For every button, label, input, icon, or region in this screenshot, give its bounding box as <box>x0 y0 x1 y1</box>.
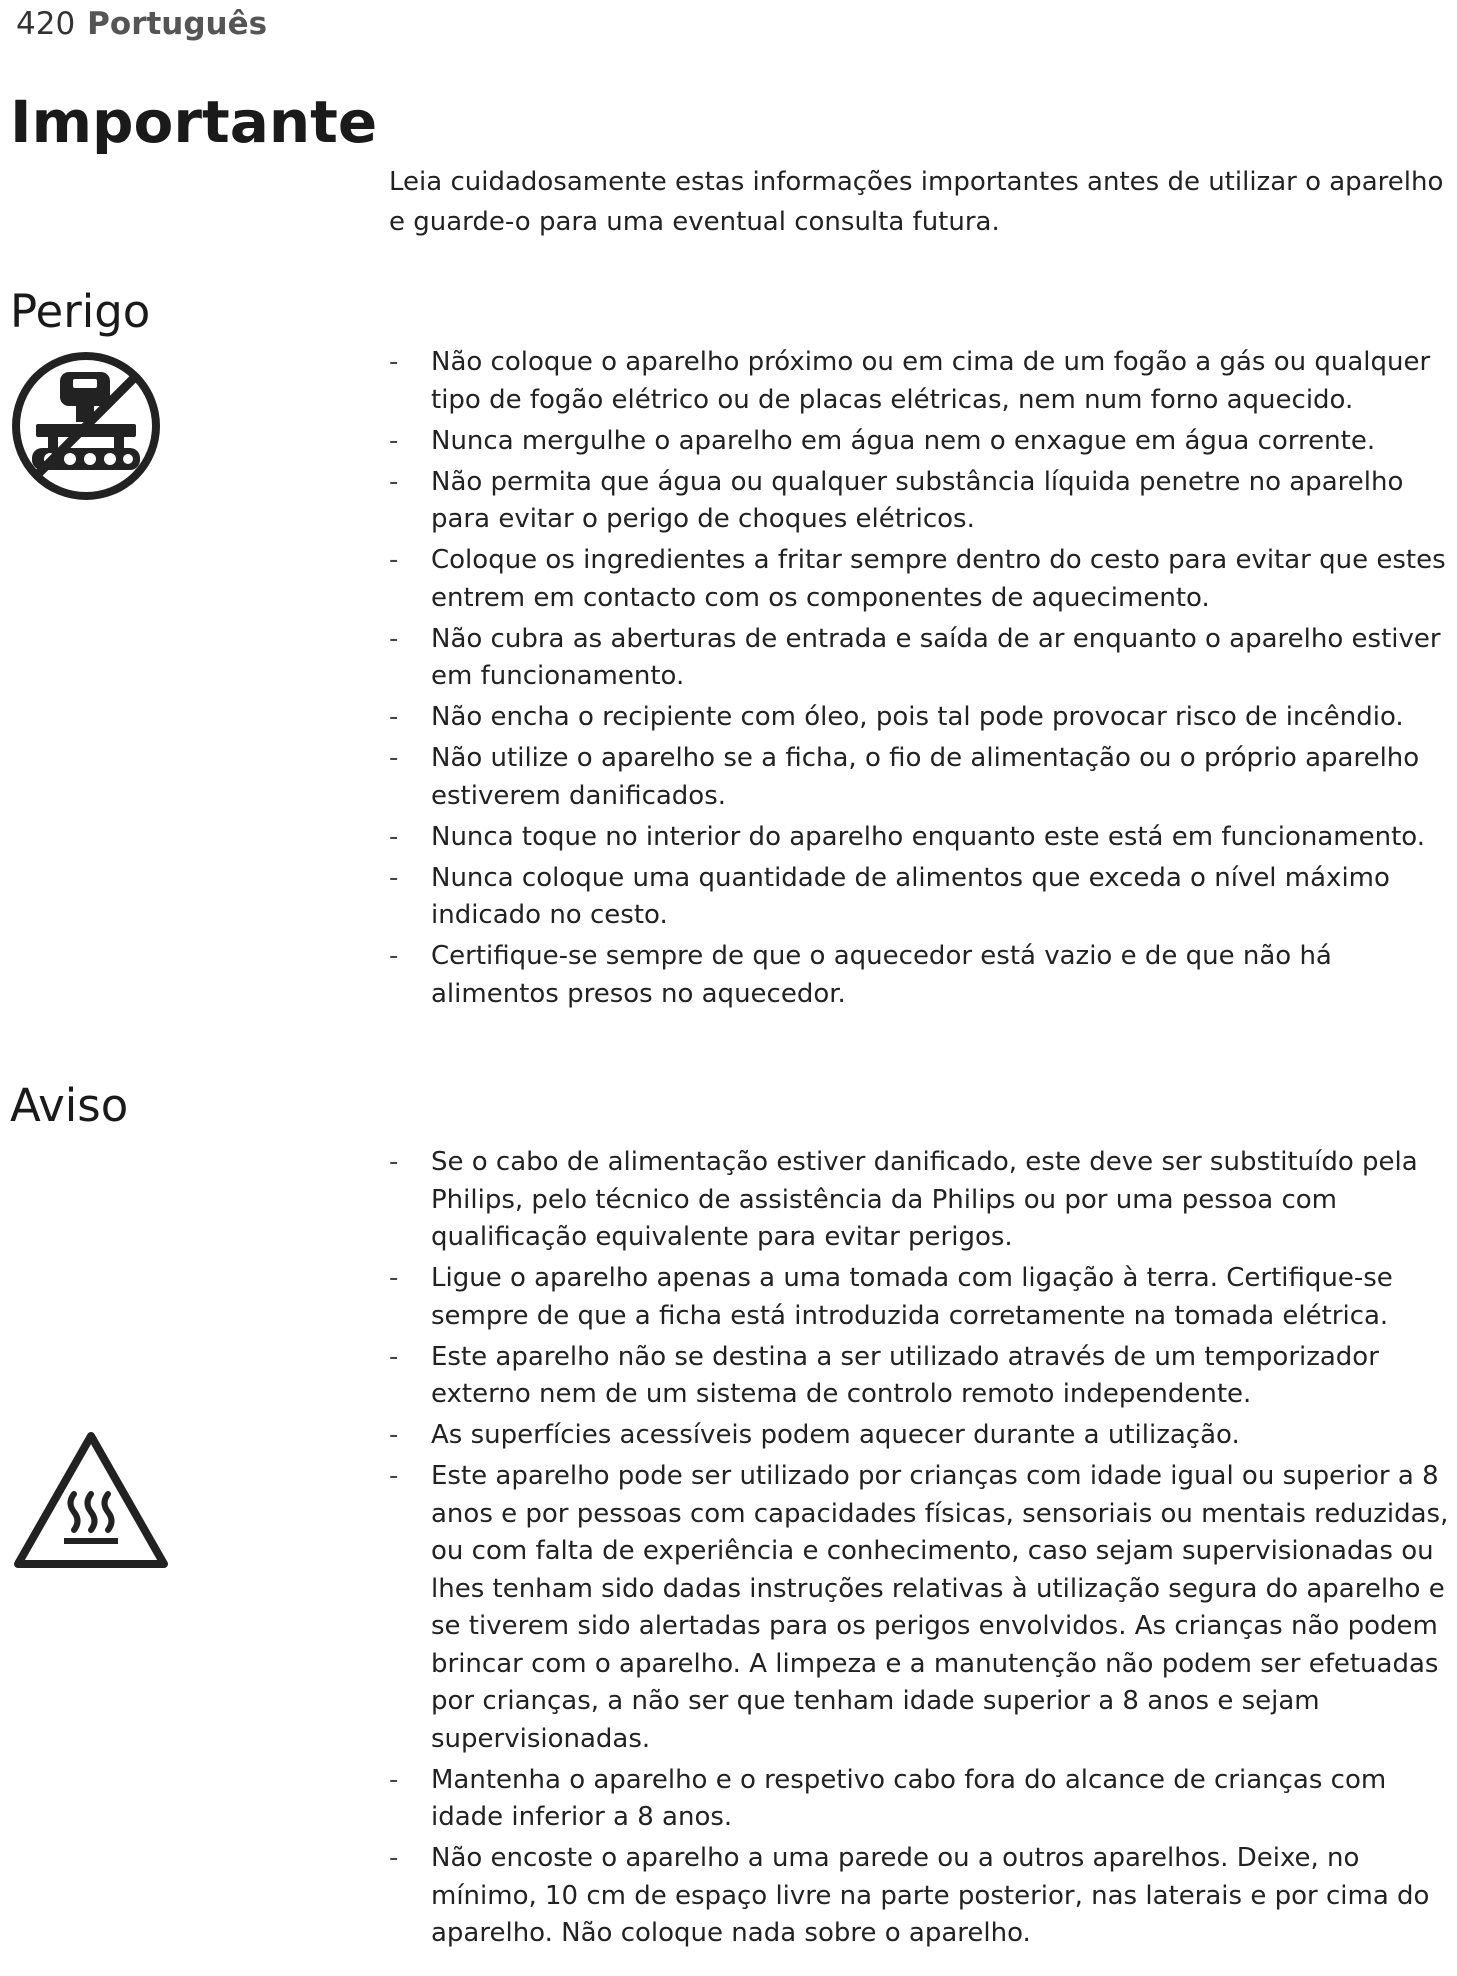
no-stove-placement-icon <box>10 350 162 502</box>
perigo-item: - Nunca toque no interior do aparelho enquanto este está em funcionamento. <box>389 821 1426 852</box>
aviso-item: - Não encoste o aparelho a uma parede ou a outros aparelhos. Deixe, no mínimo, 10 cm de espaço livre na parte posterior, nas laterais e por cima do aparelho. Não coloque nada sobre o aparelho. <box>389 1843 1430 1948</box>
perigo-item: - Não coloque o aparelho próximo ou em cima de um fogão a gás ou qualquer tipo de fogão elétrico ou de placas elétricas, nem num forno aquecido. <box>389 347 1431 415</box>
aviso-item: - Mantenha o aparelho e o respetivo cabo fora do alcance de crianças com idade inferior a 8 anos. <box>389 1764 1387 1832</box>
section-title-importante: Importante <box>10 88 378 156</box>
aviso-item: - Ligue o aparelho apenas a uma tomada com ligação à terra. Certifique-se sempre de que a ficha está introduzida corretamente na tomada elétrica. <box>389 1263 1393 1331</box>
page-language: Português <box>87 6 268 42</box>
page-header <box>16 2 267 46</box>
page-number: 420 <box>16 6 76 42</box>
aviso-item: - Este aparelho não se destina a ser utilizado através de um temporizador externo nem de um sistema de controlo remoto independente. <box>389 1341 1379 1409</box>
section-title-aviso: Aviso <box>10 1079 129 1132</box>
section-title-perigo: Perigo <box>10 285 151 338</box>
perigo-item: - Não permita que água ou qualquer substância líquida penetre no aparelho para evitar o perigo de choques elétricos. <box>389 466 1404 534</box>
intro-paragraph: Leia cuidadosamente estas informações importantes antes de utilizar o aparelho e guarde-o para uma eventual consulta futura. <box>389 167 1444 237</box>
perigo-list <box>389 344 1451 1017</box>
perigo-item: - Não cubra as aberturas de entrada e saída de ar enquanto o aparelho estiver em funcionamento. <box>389 623 1441 691</box>
aviso-item: - As superfícies acessíveis podem aquecer durante a utilização. <box>389 1420 1240 1450</box>
perigo-item: - Nunca mergulhe o aparelho em água nem o enxague em água corrente. <box>389 425 1376 456</box>
perigo-item: - Certifique-se sempre de que o aquecedor está vazio e de que não há alimentos presos no aquecedor. <box>389 941 1332 1009</box>
aviso-item: - Este aparelho pode ser utilizado por crianças com idade igual ou superior a 8 anos e por pessoas com capacidades físicas, sensoriais ou mentais reduzidas, ou com falta de experiência e conhecimento, caso sejam supervisionadas ou lhes tenham sido dadas instruções relativas à utilização segura do aparelho e se tiverem sido alertadas para os perigos envolvidos. As crianças não podem brincar com o aparelho. A limpeza e a manutenção não podem ser efetuadas por crianças, a não ser que tenham idade superior a 8 anos e sejam supervisionadas. <box>389 1461 1449 1754</box>
aviso-item: - Se o cabo de alimentação estiver danificado, este deve ser substituído pela Philips, pelo técnico de assistência da Philips ou por uma pessoa com qualificação equivalente para evitar perigos. <box>389 1147 1418 1252</box>
perigo-item: - Coloque os ingredientes a fritar sempre dentro do cesto para evitar que estes entrem em contacto com os componentes de aquecimento. <box>389 545 1446 613</box>
perigo-item: - Não encha o recipiente com óleo, pois tal pode provocar risco de incêndio. <box>389 702 1404 732</box>
hot-surface-warning-icon <box>10 1428 172 1572</box>
perigo-item: - Nunca coloque uma quantidade de alimentos que exceda o nível máximo indicado no cesto. <box>389 862 1390 930</box>
aviso-list <box>389 1144 1451 1956</box>
perigo-item: - Não utilize o aparelho se a ficha, o fio de alimentação ou o próprio aparelho estiverem danificados. <box>389 743 1420 811</box>
